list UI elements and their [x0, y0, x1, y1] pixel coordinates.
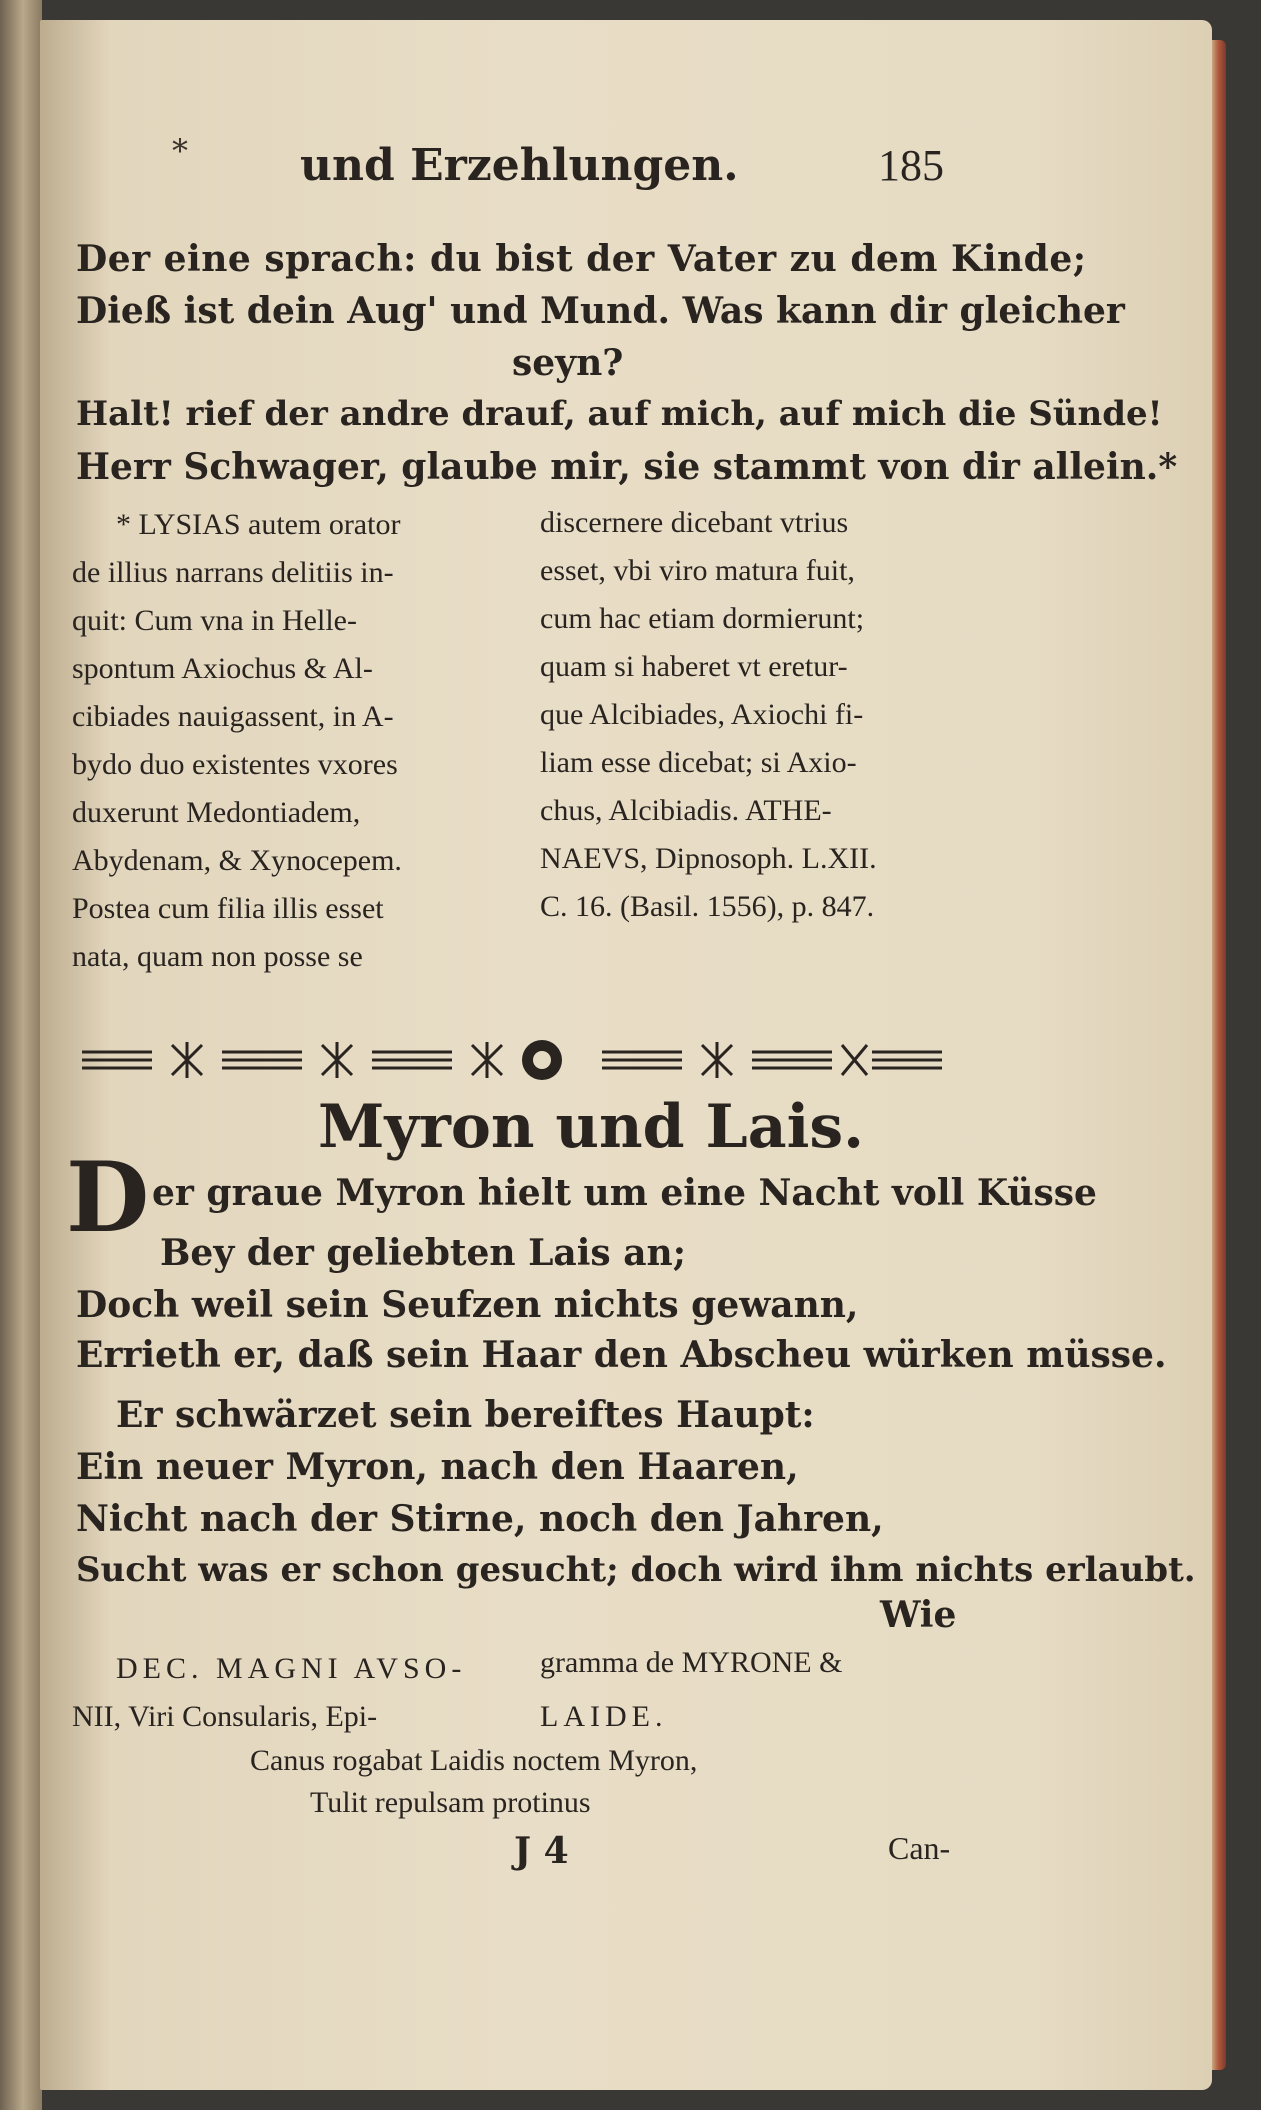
footnote1-right-line: liam esse dicebat; si Axio-: [540, 746, 857, 779]
header-asterisk: *: [172, 132, 188, 170]
catchword-poem: Wie: [880, 1594, 957, 1636]
poem1-line: Der eine sprach: du bist der Vater zu dem Kinde;: [76, 238, 1087, 280]
latin-verse-line: Canus rogabat Laidis noctem Myron,: [250, 1744, 698, 1777]
footnote1-right-line: C. 16. (Basil. 1556), p. 847.: [540, 890, 875, 923]
poem2-line: Errieth er, daß sein Haar den Abscheu würken müsse.: [76, 1334, 1167, 1376]
footnote1-left-line: duxerunt Medontiadem,: [72, 796, 361, 829]
footnote1-left-line: * LYSIAS autem orator: [116, 508, 401, 541]
poem1-line: Herr Schwager, glaube mir, sie stammt von dir allein.*: [76, 446, 1178, 488]
footnote1-left-line: nata, quam non posse se: [72, 940, 363, 973]
footnote1-left-line: quit: Cum vna in Helle-: [72, 604, 357, 637]
page-number: 185: [878, 141, 944, 190]
footnote1-right-line: esset, vbi viro matura fuit,: [540, 554, 855, 587]
poem2-line: Sucht was er schon gesucht; doch wird ihm nichts erlaubt.: [76, 1550, 1196, 1590]
poem2-line: Ein neuer Myron, nach den Haaren,: [76, 1446, 799, 1488]
footnote1-left-line: spontum Axiochus & Al-: [72, 652, 373, 685]
poem2-line: Bey der geliebten Lais an;: [160, 1232, 687, 1274]
footnote1-left-line: bydo duo existentes vxores: [72, 748, 398, 781]
poem2-line: Nicht nach der Stirne, noch den Jahren,: [76, 1498, 884, 1540]
section-title: Myron und Lais.: [318, 1092, 865, 1162]
footnote1-right-line: cum hac etiam dormierunt;: [540, 602, 865, 635]
latin-verse-line: Tulit repulsam protinus: [310, 1786, 591, 1819]
footnote1-left-line: de illius narrans delitiis in-: [72, 556, 394, 589]
page-fore-edge: [1212, 40, 1226, 2070]
footnote1-left-line: Postea cum filia illis esset: [72, 892, 384, 925]
footnote2-left-line: NII, Viri Consularis, Epi-: [72, 1700, 378, 1733]
ornamental-rule: [72, 1030, 952, 1090]
footnote1-right-line: chus, Alcibiadis. ATHE-: [540, 794, 832, 827]
footnote1-right-line: que Alcibiades, Axiochi fi-: [540, 698, 864, 731]
footnote1-right-line: NAEVS, Dipnosoph. L.XII.: [540, 842, 877, 875]
poem2-line: Er schwärzet sein bereiftes Haupt:: [116, 1394, 815, 1436]
signature-mark: J 4: [514, 1830, 569, 1872]
poem1-line: seyn?: [512, 342, 624, 384]
running-head-title: und Erzehlungen.: [300, 140, 739, 191]
catchword-bottom: Can-: [888, 1830, 951, 1866]
footnote2-right-line: gramma de MYRONE &: [540, 1646, 843, 1679]
footnote2-left-line: DEC. MAGNI AVSO-: [116, 1652, 467, 1685]
footnote1-left-line: cibiades nauigassent, in A-: [72, 700, 394, 733]
poem2-line: Doch weil sein Seufzen nichts gewann,: [76, 1284, 859, 1326]
footnote1-left-line: Abydenam, & Xynocepem.: [72, 844, 402, 877]
drop-capital: D: [66, 1141, 150, 1254]
poem1-line: Dieß ist dein Aug' und Mund. Was kann dir gleicher: [76, 290, 1125, 332]
poem2-line: er graue Myron hielt um eine Nacht voll Küsse: [152, 1172, 1097, 1214]
poem1-line: Halt! rief der andre drauf, auf mich, auf mich die Sünde!: [76, 394, 1163, 434]
facing-page-edge: [0, 0, 42, 2110]
footnote1-right-line: quam si haberet vt eretur-: [540, 650, 848, 683]
footnote1-right-line: discernere dicebant vtrius: [540, 506, 849, 539]
footnote2-right-line: LAIDE.: [540, 1700, 668, 1733]
